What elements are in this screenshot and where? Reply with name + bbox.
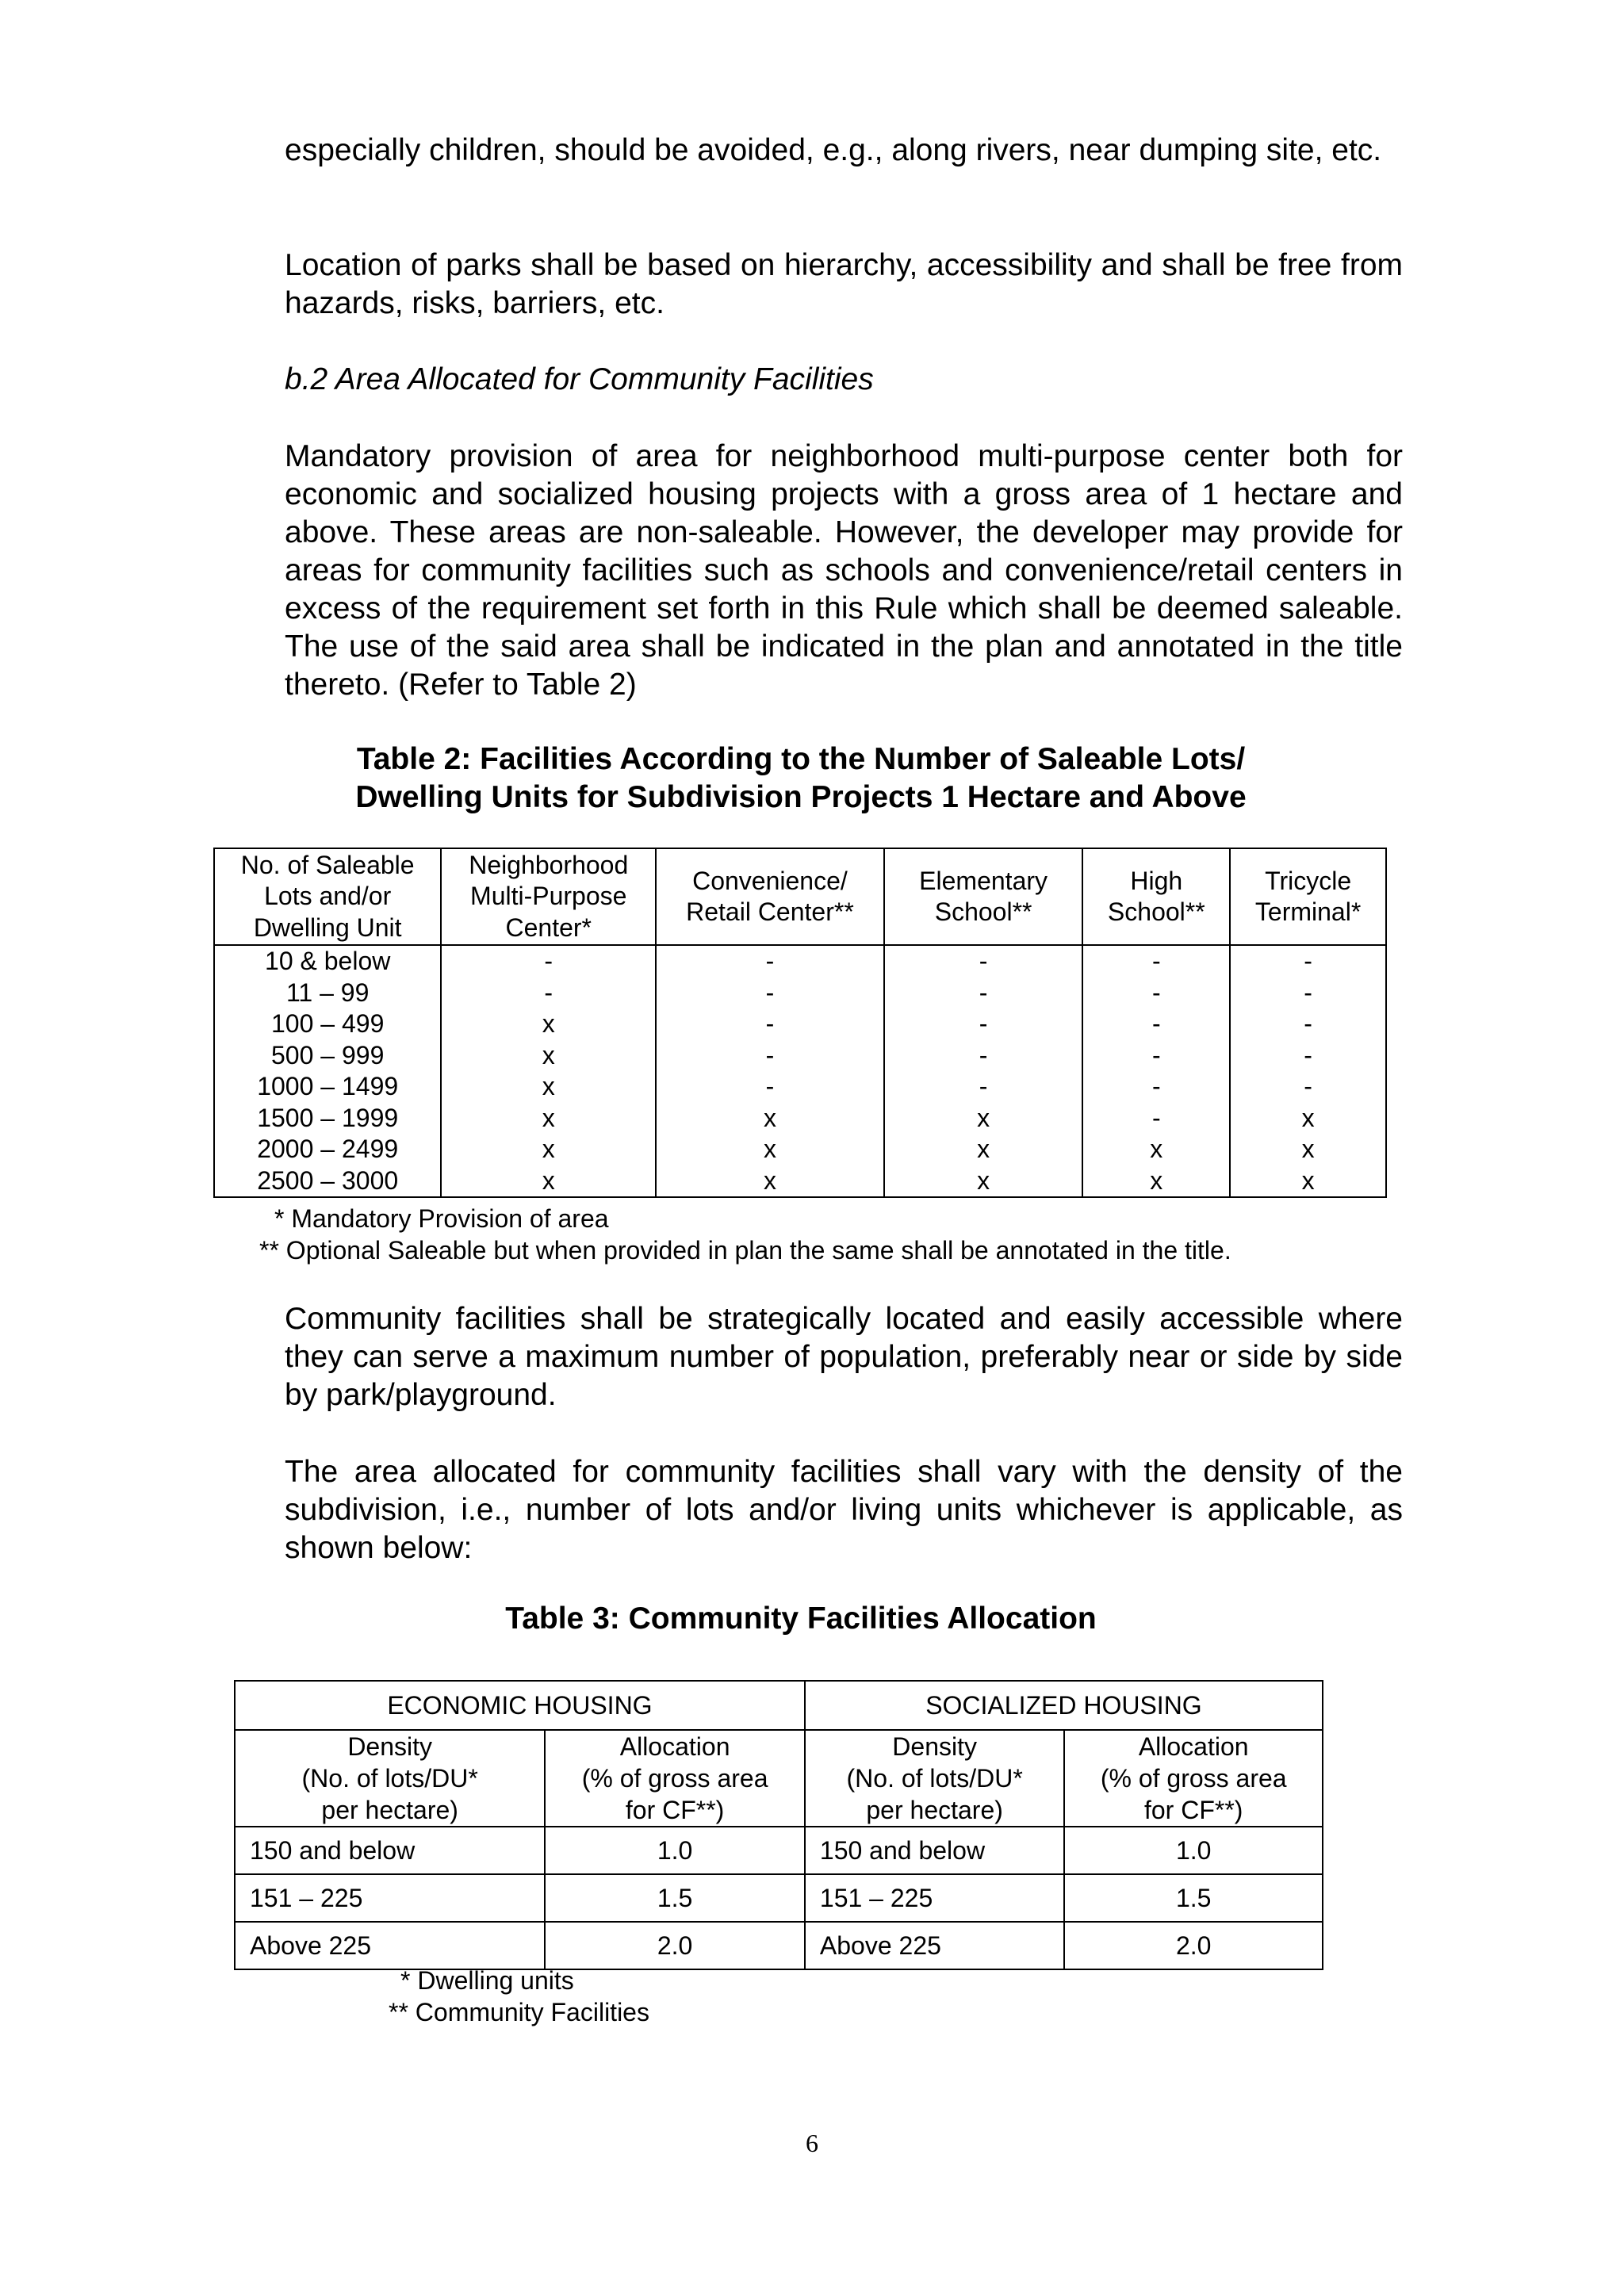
- table-cell: x: [441, 1008, 656, 1040]
- header-text-line: Center*: [505, 913, 592, 942]
- header-economic-density: [235, 1730, 545, 1827]
- table-cell: -: [884, 1071, 1083, 1103]
- table-cell: -: [1082, 1071, 1230, 1103]
- table-cell: -: [1082, 945, 1230, 978]
- table2-caption: [238, 740, 1364, 817]
- table-cell: -: [884, 978, 1083, 1009]
- table-cell: 2000 – 2499: [214, 1134, 441, 1165]
- paragraph-area-allocation: The area allocated for community facilities shall vary with the density of the subdivision, i.e., number of lots and/or living units whichever is applicable, as shown below:: [285, 1455, 1403, 1565]
- paragraph-park-location: Location of parks shall be based on hierarchy, accessibility and shall be free from hazards, risks, barriers, etc.: [285, 248, 1403, 320]
- table-row: [235, 1922, 1323, 1969]
- table-cell: x: [884, 1165, 1083, 1198]
- table-cell: -: [884, 1040, 1083, 1072]
- table3-caption: Table 3: Community Facilities Allocation: [505, 1601, 1097, 1636]
- table-row: [235, 1827, 1323, 1874]
- header-text-line: School**: [1107, 897, 1205, 926]
- header-text-line: No. of Saleable: [240, 850, 415, 879]
- header-text-line: Multi-Purpose: [470, 882, 627, 911]
- facilities-table: [213, 848, 1387, 1198]
- table-cell: -: [656, 978, 884, 1009]
- header-text-line: Density: [347, 1732, 433, 1761]
- table-cell: 100 – 499: [214, 1008, 441, 1040]
- table-cell: x: [656, 1103, 884, 1135]
- table-cell: 1500 – 1999: [214, 1103, 441, 1135]
- table3-footnote-community-facilities: ** Community Facilities: [389, 1998, 649, 2026]
- table-cell: -: [1082, 1103, 1230, 1135]
- table3-footnote-dwelling-units: * Dwelling units: [400, 1966, 574, 1995]
- header-text-line: (No. of lots/DU*: [301, 1764, 478, 1793]
- table-cell: 151 – 225: [805, 1874, 1065, 1922]
- table-cell: x: [441, 1103, 656, 1135]
- header-text-line: (% of gross area: [581, 1764, 768, 1793]
- header-elementary-school: [884, 848, 1083, 945]
- table2-caption-line1: Table 2: Facilities According to the Number of Saleable Lots/: [356, 742, 1246, 776]
- table-cell: -: [1230, 978, 1386, 1009]
- table-row: [214, 1040, 1386, 1072]
- table-cell: 10 & below: [214, 945, 441, 978]
- table-cell: 150 and below: [235, 1827, 545, 1874]
- table-cell: 2500 – 3000: [214, 1165, 441, 1198]
- table-cell: -: [1082, 1008, 1230, 1040]
- table-cell: -: [1230, 945, 1386, 978]
- table2-caption-line2: Dwelling Units for Subdivision Projects 1 Hectare and Above: [355, 780, 1247, 814]
- table-cell: -: [1230, 1040, 1386, 1072]
- header-lots: [214, 848, 441, 945]
- table-cell: -: [884, 945, 1083, 978]
- table-row: [214, 1071, 1386, 1103]
- header-text-line: Convenience/: [692, 866, 848, 895]
- header-text-line: for CF**): [1143, 1796, 1243, 1824]
- header-text-line: Retail Center**: [686, 897, 854, 926]
- table-cell: 151 – 225: [235, 1874, 545, 1922]
- table-cell: -: [1230, 1071, 1386, 1103]
- table-row: [214, 1134, 1386, 1165]
- table-cell: 1.5: [1064, 1874, 1323, 1922]
- table-cell: x: [1230, 1165, 1386, 1198]
- page-number: 6: [806, 2129, 818, 2157]
- header-socialized-allocation: [1064, 1730, 1323, 1827]
- header-text-line: School**: [934, 897, 1032, 926]
- header-text-line: (No. of lots/DU*: [846, 1764, 1023, 1793]
- table-cell: x: [656, 1134, 884, 1165]
- header-text-line: (% of gross area: [1100, 1764, 1287, 1793]
- header-text-line: Terminal*: [1254, 897, 1362, 926]
- header-socialized-housing: SOCIALIZED HOUSING: [805, 1681, 1323, 1730]
- table-cell: -: [656, 1008, 884, 1040]
- table2-footnote-optional: ** Optional Saleable but when provided in plan the same shall be annotated in the title.: [259, 1236, 1231, 1265]
- header-text-line: per hectare): [866, 1796, 1003, 1824]
- header-text-line: Density: [892, 1732, 977, 1761]
- table-cell: x: [441, 1134, 656, 1165]
- header-text-line: High: [1130, 866, 1183, 895]
- table-subheader-row: [235, 1730, 1323, 1827]
- section-heading-b2: b.2 Area Allocated for Community Facilities: [285, 362, 874, 396]
- table-header-row: [214, 848, 1386, 945]
- table-cell: x: [441, 1071, 656, 1103]
- table-cell: -: [1230, 1008, 1386, 1040]
- table-cell: x: [1230, 1134, 1386, 1165]
- header-multipurpose-center: [441, 848, 656, 945]
- table-cell: x: [1082, 1165, 1230, 1198]
- table-cell: 500 – 999: [214, 1040, 441, 1072]
- table-cell: Above 225: [235, 1922, 545, 1969]
- header-tricycle-terminal: [1230, 848, 1386, 945]
- header-economic-allocation: [545, 1730, 805, 1827]
- table-cell: x: [884, 1134, 1083, 1165]
- table-cell: Above 225: [805, 1922, 1065, 1969]
- table-cell: x: [884, 1103, 1083, 1135]
- header-text-line: Elementary: [919, 866, 1048, 895]
- table-group-header-row: [235, 1681, 1323, 1730]
- table-cell: 1000 – 1499: [214, 1071, 441, 1103]
- header-text-line: for CF**): [625, 1796, 725, 1824]
- paragraph-mandatory-provision: Mandatory provision of area for neighborhood multi-purpose center both for economic and socialized housing projects with a gross area of 1 hectare and above. These areas are non-saleable. However, the developer may provide for areas for community facilities such as schools and convenience/retail centers in excess of the requirement set forth in this Rule which shall be deemed saleable. The use of the said area shall be indicated in the plan and annotated in the title thereto. (Refer to Table 2): [285, 439, 1403, 702]
- header-high-school: [1082, 848, 1230, 945]
- table-cell: -: [656, 1040, 884, 1072]
- table-row: [214, 978, 1386, 1009]
- table-cell: -: [1082, 978, 1230, 1009]
- table-cell: 2.0: [545, 1922, 805, 1969]
- table2-footnote-mandatory: * Mandatory Provision of area: [274, 1204, 609, 1233]
- table-cell: -: [656, 945, 884, 978]
- paragraph-strategic-location: Community facilities shall be strategically located and easily accessible where they can serve a maximum number of population, preferably near or side by side by park/playground.: [285, 1302, 1403, 1412]
- table-cell: x: [1230, 1103, 1386, 1135]
- allocation-table: [234, 1680, 1323, 1970]
- table-row: [214, 1008, 1386, 1040]
- table-row: [214, 945, 1386, 978]
- header-socialized-density: [805, 1730, 1065, 1827]
- header-economic-housing: ECONOMIC HOUSING: [235, 1681, 805, 1730]
- table-cell: 1.5: [545, 1874, 805, 1922]
- table-cell: x: [441, 1040, 656, 1072]
- table-cell: 1.0: [1064, 1827, 1323, 1874]
- header-text-line: Tricycle: [1265, 866, 1352, 895]
- header-text-line: Neighborhood: [469, 850, 629, 879]
- table-row: [235, 1874, 1323, 1922]
- table-cell: -: [1082, 1040, 1230, 1072]
- table-cell: x: [441, 1165, 656, 1198]
- table-cell: x: [656, 1165, 884, 1198]
- table-cell: -: [441, 945, 656, 978]
- table-row: [214, 1103, 1386, 1135]
- table-cell: -: [656, 1071, 884, 1103]
- header-text-line: per hectare): [321, 1796, 458, 1824]
- header-text-line: Dwelling Unit: [253, 913, 402, 942]
- table-cell: 150 and below: [805, 1827, 1065, 1874]
- header-retail-center: [656, 848, 884, 945]
- paragraph-children-hazards: especially children, should be avoided, e.g., along rivers, near dumping site, etc.: [285, 133, 1382, 167]
- table-row: [214, 1165, 1386, 1198]
- table-cell: 2.0: [1064, 1922, 1323, 1969]
- table-cell: 1.0: [545, 1827, 805, 1874]
- table-cell: -: [884, 1008, 1083, 1040]
- table-cell: x: [1082, 1134, 1230, 1165]
- table-cell: 11 – 99: [214, 978, 441, 1009]
- header-text-line: Allocation: [619, 1732, 730, 1761]
- table-cell: -: [441, 978, 656, 1009]
- header-text-line: Allocation: [1138, 1732, 1249, 1761]
- header-text-line: Lots and/or: [264, 882, 392, 911]
